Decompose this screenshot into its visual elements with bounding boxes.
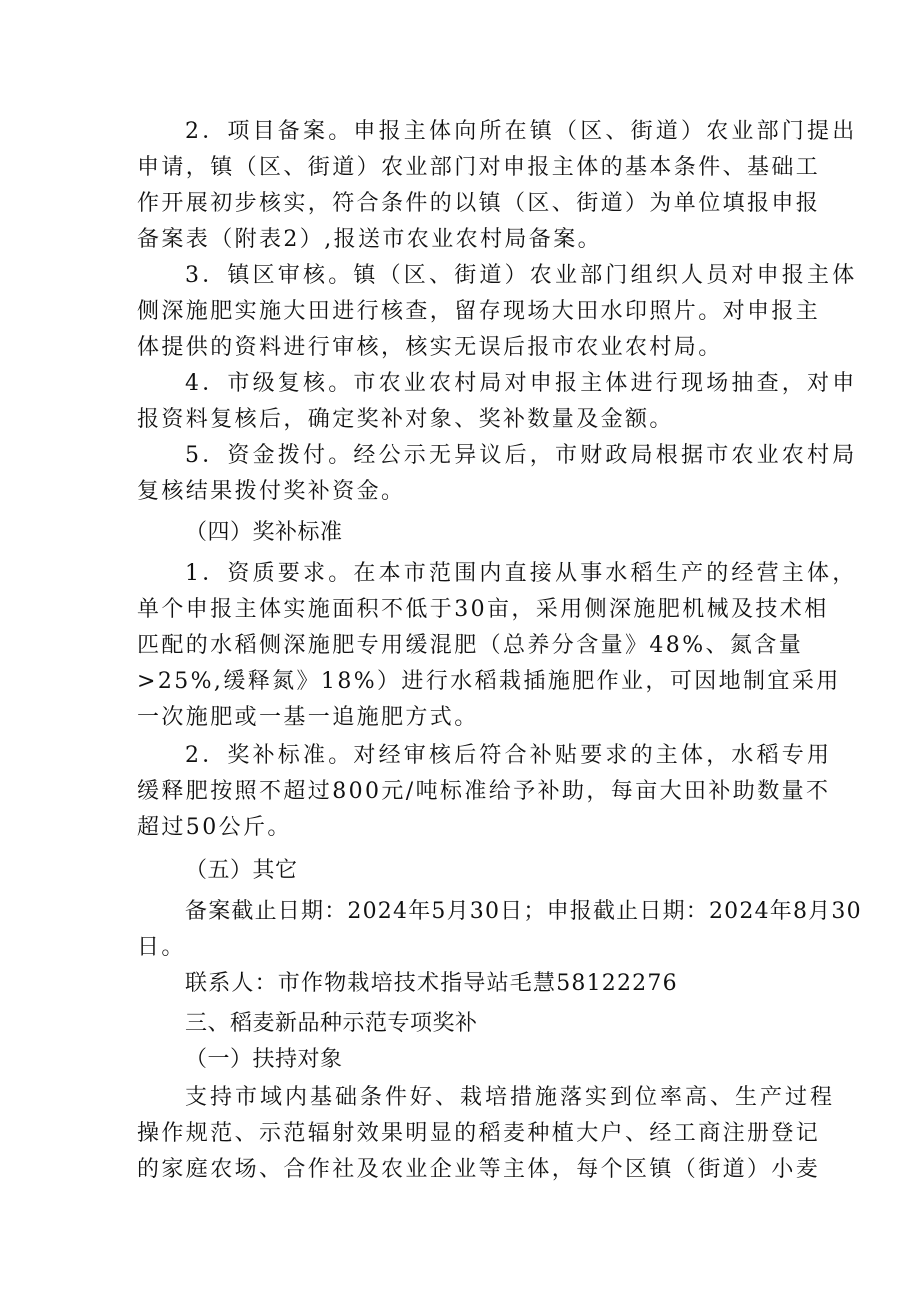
body-line: 侧深施肥实施大田进行核查，留存现场大田水印照片。对申报主 [137,299,821,324]
body-line: 2．奖补标准。对经审核后符合补贴要求的主体，水稻专用 [185,743,833,768]
body-line: 2．项目备案。申报主体向所在镇（区、街道）农业部门提出 [185,119,858,144]
body-line: 超过50公斤。 [137,815,292,840]
body-line: 体提供的资料进行审核，核实无误后报市农业农村局。 [137,335,723,360]
body-line: 的家庭农场、合作社及农业企业等主体，每个区镇（街道）小麦 [137,1157,821,1182]
body-line: 缓释肥按照不超过800元/吨标准给予补助，每亩大田补助数量不 [137,779,831,804]
body-line: 1．资质要求。在本市范围内直接从事水稻生产的经营主体， [185,561,858,586]
body-line: 日。 [137,935,186,960]
section-heading: （一）扶持对象 [185,1047,343,1072]
body-line: 3．镇区审核。镇（区、街道）农业部门组织人员对申报主体 [185,263,858,288]
contact-line: 联系人：市作物栽培技术指导站毛慧58122276 [185,971,678,996]
section-heading: （五）其它 [185,858,298,883]
body-line: 作开展初步核实，符合条件的以镇（区、街道）为单位填报申报 [137,191,821,216]
body-line: 匹配的水稻侧深施肥专用缓混肥（总养分含量》48%、氮含量 [137,633,804,658]
body-line: 报资料复核后，确定奖补对象、奖补数量及金额。 [137,407,674,432]
body-line: 一次施肥或一基一追施肥方式。 [137,705,479,730]
body-line: 备案表（附表2）,报送市农业农村局备案。 [137,227,602,252]
body-line: 备案截止日期：2024年5月30日；申报截止日期：2024年8月30 [185,899,862,924]
body-line: 5．资金拨付。经公示无异议后，市财政局根据市农业农村局 [185,443,858,468]
body-line: 申请，镇（区、街道）农业部门对申报主体的基本条件、基础工 [137,155,821,180]
body-line: 复核结果拨付奖补资金。 [137,479,406,504]
body-line: 操作规范、示范辐射效果明显的稻麦种植大户、经工商注册登记 [137,1121,821,1146]
body-line: 4．市级复核。市农业农村局对申报主体进行现场抽查，对申 [185,371,858,396]
body-line: >25%,缓释氮》18%）进行水稻栽插施肥作业，可因地制宜采用 [137,669,841,694]
body-line: 支持市域内基础条件好、栽培措施落实到位率高、生产过程 [185,1085,836,1110]
chapter-heading: 三、稻麦新品种示范专项奖补 [185,1011,478,1036]
section-heading: （四）奖补标准 [185,520,343,545]
body-line: 单个申报主体实施面积不低于30亩，采用侧深施肥机械及技术相 [137,597,829,622]
